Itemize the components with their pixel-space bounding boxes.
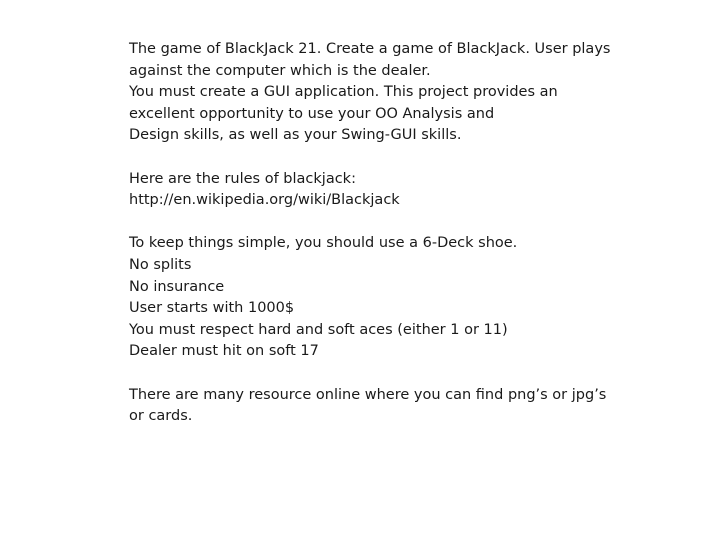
text-line: No splits (129, 256, 192, 273)
text-line: You must respect hard and soft aces (either 1 or 11) (129, 321, 508, 338)
rules-url-text: http://en.wikipedia.org/wiki/Blackjack (129, 192, 400, 209)
text-line: against the computer which is the dealer. (129, 62, 431, 79)
text-line: User starts with 1000$ (129, 300, 295, 317)
text-line: Dealer must hit on soft 17 (129, 343, 319, 360)
text-line: The game of BlackJack 21. Create a game of BlackJack. User plays (129, 41, 611, 57)
text-line: or cards. (129, 408, 193, 425)
text-line: excellent opportunity to use your OO Analysis and (129, 105, 495, 122)
paragraph-spacer (129, 363, 689, 385)
text-line: There are many resource online where you can find png’s or jpg’s (129, 386, 607, 403)
text-line: No insurance (129, 278, 225, 295)
paragraph-spacer (129, 212, 689, 234)
text-line: You must create a GUI application. This project provides an (129, 84, 558, 101)
slide-text-body (129, 39, 689, 428)
assignment-intro-paragraph (129, 39, 689, 147)
text-line: Here are the rules of blackjack: (129, 170, 356, 187)
text-line: Design skills, as well as your Swing-GUI skills. (129, 127, 462, 144)
resources-paragraph (129, 385, 689, 428)
paragraph-spacer (129, 147, 689, 169)
text-line: To keep things simple, you should use a 6-Deck shoe. (129, 235, 518, 252)
rules-reference-paragraph (129, 169, 689, 212)
requirements-paragraph (129, 233, 689, 363)
